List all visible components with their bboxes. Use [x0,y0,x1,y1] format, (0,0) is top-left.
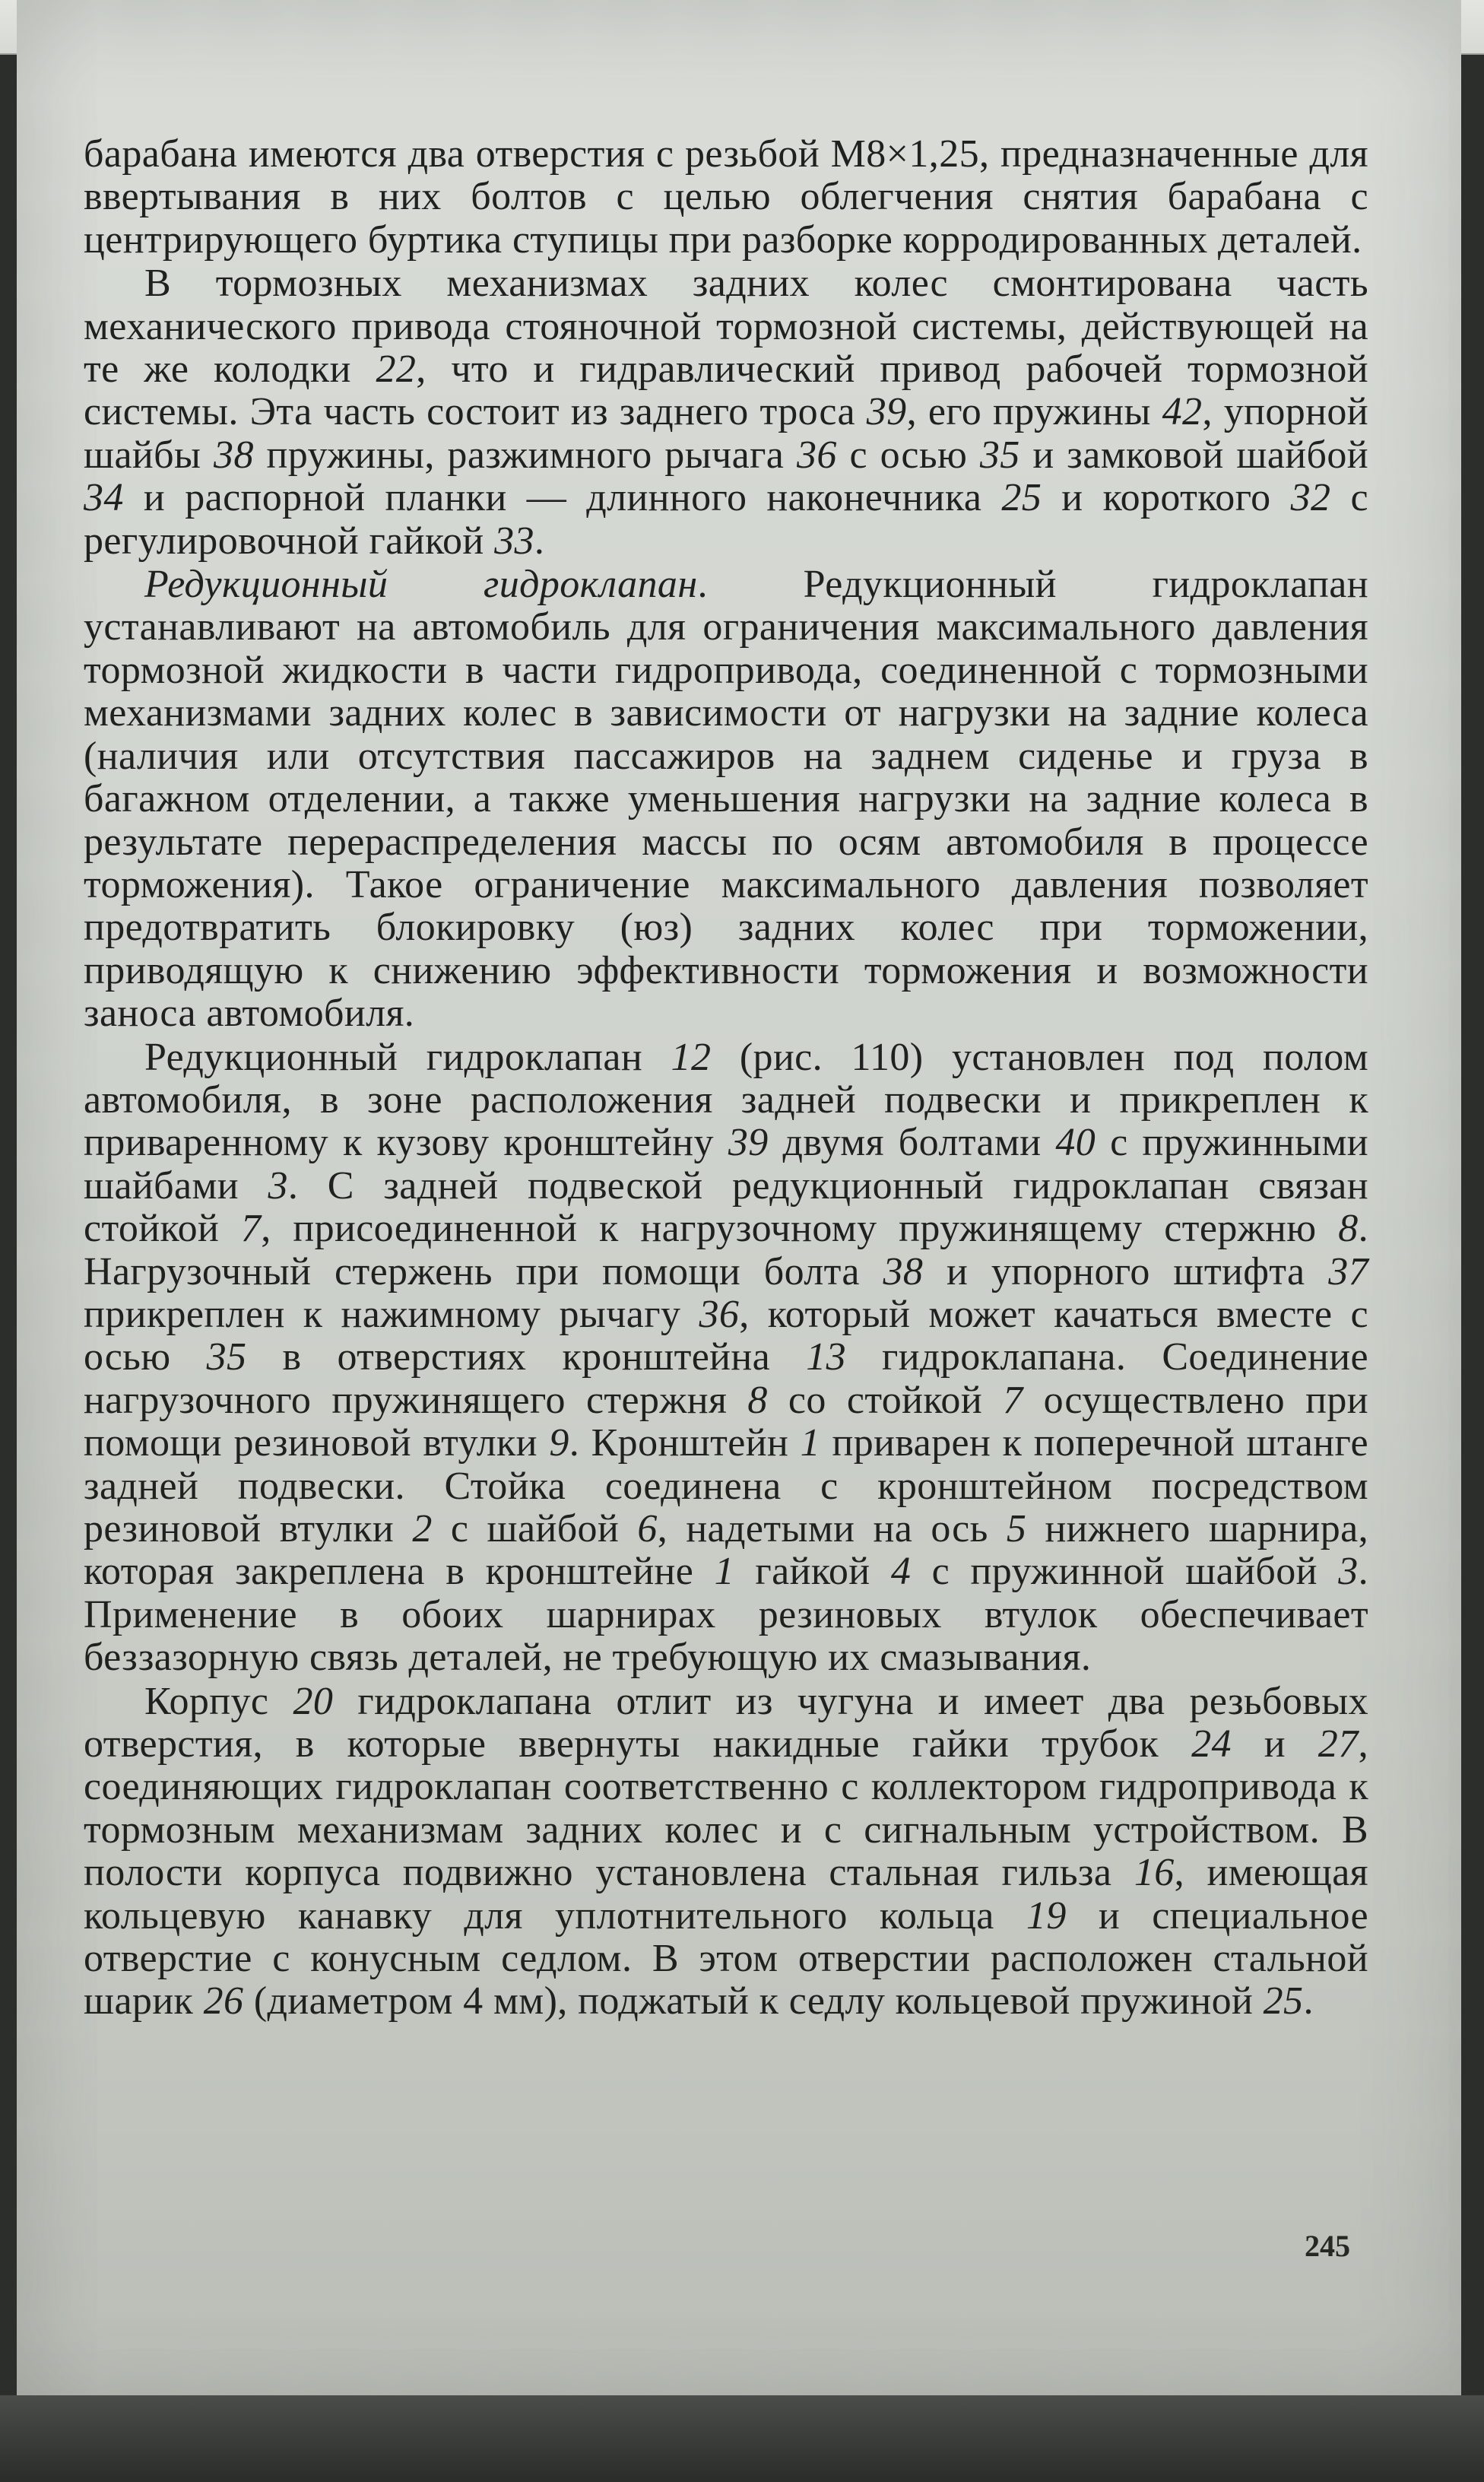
italic-run: 34 [84,476,124,520]
italic-run: 7 [1003,1378,1023,1422]
text-run: В тормозных механизмах задних колес смонтирована часть механического привода стояночной тормозной системы, действующей на те же колодки [84,262,1368,392]
paragraph [84,563,1368,1035]
text-run: в отверстиях кронштейна [246,1335,807,1379]
italic-run: 35 [979,433,1020,477]
italic-run: 3 [1338,1550,1359,1594]
paragraph [84,262,1368,563]
italic-run: 16 [1134,1851,1175,1895]
text-run: гидроклапана отлит из чугуна и имеет два резьбовых отверстия, в которые ввернуты накидные гайки трубок [84,1679,1368,1766]
italic-run: 8 [1338,1207,1359,1251]
italic-run: 3 [268,1163,288,1208]
text-run: (рис. 110) установлен под полом автомобиля, в зоне расположения задней подвески и прикреплен к приваренному к кузову кронштейну [84,1035,1369,1165]
text-run: , имеющая кольцевую канавку для уплотнительного кольца [84,1851,1368,1938]
text-run: и замковой шайбой [1019,433,1369,477]
italic-run: 24 [1191,1722,1232,1766]
text-run: , его пружины [906,390,1162,434]
paragraph [84,1036,1368,1680]
italic-run: 7 [240,1207,262,1251]
italic-run: 38 [214,433,254,477]
italic-run: 6 [637,1507,658,1550]
italic-run: 2 [412,1507,433,1550]
italic-run: 4 [890,1550,912,1594]
text-run: (диаметром 4 мм), поджатый к седлу кольцевой пружиной [243,1979,1264,2023]
text-run: и короткого [1042,476,1291,520]
text-run: с пружинной шайбой [911,1550,1339,1594]
italic-run: 13 [806,1335,846,1379]
text-run: Корпус [144,1679,293,1723]
italic-run: 36 [699,1292,740,1336]
text-run: , присоединенной к нагрузочному пружинящему стержню [261,1207,1339,1251]
text-run: двумя болтами [768,1121,1056,1165]
text-run: нижнего шарнира, которая закреплена в кронштейне [84,1507,1368,1594]
italic-run: 35 [206,1335,247,1379]
text-run: осуществлено при помощи резиновой втулки [84,1378,1369,1465]
text-run: гайкой [734,1550,891,1594]
italic-run: 12 [671,1035,712,1079]
text-run: . [534,519,545,563]
text-run: Редукционный гидроклапан [144,1035,671,1079]
italic-run: 20 [293,1679,334,1723]
background-surface [0,2395,1484,2482]
text-run: , соединяющих гидроклапан соответственно с коллектором гидропривода к тормозным механизмам задних колес и с сигнальным устройством. В полости корпуса подвижно установлена стальная гильза [84,1722,1369,1895]
italic-run: Редукционный гидроклапан [144,563,698,607]
text-run: пружины, разжимного рычага [253,433,797,477]
italic-run: 36 [796,433,837,477]
text-run: и упорного штифта [923,1249,1329,1293]
italic-run: 25 [1263,1979,1304,2023]
italic-run: 32 [1290,476,1331,520]
text-run: прикреплен к нажимному рычагу [84,1292,699,1336]
text-run: и специальное отверстие с конусным седлом. В этом отверстии расположен стальной шарик [84,1893,1368,2023]
italic-run: 39 [728,1121,769,1165]
text-run: с пружинными шайбами [84,1121,1369,1208]
text-run: со стойкой [767,1378,1004,1422]
text-run: . Редукционный гидроклапан устанавливают на автомобиль для ограничения максимального давления тормозной жидкости в части гидропривода, соединенной с тормозными механизмами задних колес в зависимости от нагрузки на задние колеса (наличия или отсутствия пассажиров на заднем сиденье и груза в багажном отделении, а также уменьшения нагрузки на задние колеса в результате перераспределения массы по осям автомобиля в процессе торможения). Такое ограничение максимального давления позволяет предотвратить блокировку (юз) задних колес при торможении, приводящую к снижению эффективности торможения и возможности заноса автомобиля. [84,563,1368,1036]
text-run: . Нагрузочный стержень при помощи болта [84,1207,1368,1293]
italic-run: 22 [376,348,417,392]
text-run: , который может качаться вместе с осью [84,1292,1369,1379]
text-run: , упорной шайбы [84,390,1368,477]
paragraph [84,1681,1368,2023]
text-run: гидроклапана. Соединение нагрузочного пружинящего стержня [84,1335,1368,1422]
text-run: и распорной планки — длинного наконечника [123,476,1002,520]
italic-run: 1 [714,1550,735,1594]
italic-run: 8 [747,1378,768,1422]
text-run: . Кронштейн [569,1421,801,1465]
italic-run: 19 [1026,1893,1067,1938]
italic-run: 26 [203,1979,244,2023]
text-run: с шайбой [432,1507,638,1550]
text-run: и [1231,1722,1318,1766]
text-run: . С задней подвеской редукционный гидроклапан связан стойкой [84,1163,1368,1251]
paragraph [84,133,1368,262]
page-number: 245 [1305,2229,1350,2263]
text-run: , что и гидравлический привод рабочей тормозной системы. Эта часть состоит из заднего троса [84,348,1368,434]
italic-run: 9 [549,1421,569,1465]
italic-run: 5 [1006,1507,1027,1550]
text-run: с регулировочной гайкой [84,476,1368,563]
text-run: , надетыми на ось [657,1507,1007,1550]
text-run: с осью [836,433,980,477]
italic-run: 33 [494,519,534,563]
italic-run: 40 [1055,1121,1096,1165]
italic-run: 39 [866,390,907,434]
italic-run: 38 [883,1249,924,1293]
italic-run: 37 [1328,1249,1368,1293]
italic-run: 25 [1001,476,1042,520]
body-text [84,133,1368,2024]
italic-run: 27 [1318,1722,1359,1766]
text-run: приварен к поперечной штанге задней подвески. Стойка соединена с кронштейном посредством резиновой втулки [84,1421,1368,1550]
italic-run: 1 [800,1421,821,1465]
text-run: . Применение в обоих шарнирах резиновых втулок обеспечивает беззазорную связь деталей, не требующую их смазывания. [84,1550,1369,1680]
text-run: . [1303,1979,1314,2023]
italic-run: 42 [1162,390,1203,434]
text-run: барабана имеются два отверстия с резьбой М8×1,25, предназначенные для ввертывания в них болтов с целью облегчения снятия барабана с центрирующего буртика ступицы при разборке корродированных деталей. [84,132,1368,262]
